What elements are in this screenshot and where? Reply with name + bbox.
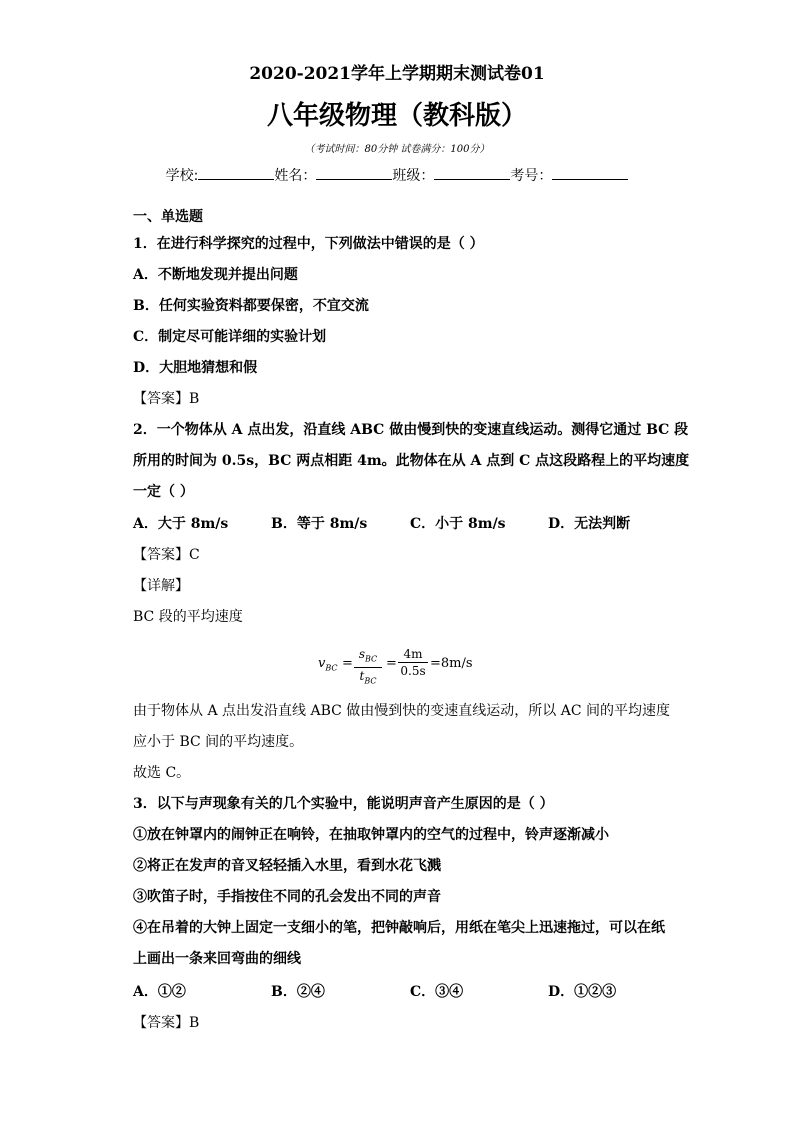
formula-s-over-t: $s_{BC}$ $t_{BC}$ bbox=[354, 646, 382, 690]
q2-stem-line1: 2．一个物体从 A 点出发，沿直线 ABC 做由慢到快的变速直线运动。测得它通过 BC 段 bbox=[133, 422, 689, 438]
q3-item-2: ②将正在发声的音叉轻轻插入水里，看到水花飞溅 bbox=[133, 858, 441, 874]
q1-option-a: A．不断地发现并提出问题 bbox=[133, 267, 298, 283]
velocity-formula bbox=[318, 644, 498, 688]
q2-stem-line2: 所用的时间为 0.5s，BC 两点相距 4m。此物体在从 A 点到 C 点这段路程上的平均速度 bbox=[133, 453, 690, 469]
q3-item-3: ③吹笛子时，手指按住不同的孔会发出不同的声音 bbox=[133, 889, 441, 905]
q2-detail-line4: 故选 C。 bbox=[133, 765, 191, 781]
section-heading: 一、单选题 bbox=[133, 209, 203, 225]
formula-fraction: $\frac{4m}{0.5s}$ bbox=[398, 646, 428, 679]
q2-option-d: D．无法判断 bbox=[548, 516, 631, 532]
q2-detail-line1: BC 段的平均速度 bbox=[133, 609, 243, 625]
q3-item-1: ①放在钟罩内的闹钟正在响铃，在抽取钟罩内的空气的过程中，铃声逐渐减小 bbox=[133, 827, 609, 843]
q3-item-4: ④在吊着的大钟上固定一支细小的笔，把钟敲响后，用纸在笔尖上迅速拖过，可以在纸 bbox=[133, 920, 665, 936]
q1-option-c: C．制定尽可能详细的实验计划 bbox=[133, 329, 327, 345]
class-blank[interactable] bbox=[434, 165, 510, 180]
name-blank[interactable] bbox=[316, 165, 392, 180]
q2-answer: 【答案】C bbox=[133, 547, 200, 563]
formula-result: =8m/s bbox=[430, 656, 473, 671]
q2-option-b: B．等于 8m/s bbox=[271, 516, 368, 532]
q1-stem: 1．在进行科学探究的过程中，下列做法中错误的是（ ） bbox=[133, 236, 484, 252]
q3-option-d: D．①②③ bbox=[548, 984, 617, 1000]
school-blank[interactable] bbox=[198, 165, 274, 180]
q1-answer: 【答案】B bbox=[133, 391, 200, 407]
q1-option-b: B．任何实验资料都要保密，不宜交流 bbox=[133, 298, 369, 314]
q3-answer: 【答案】B bbox=[133, 1015, 200, 1031]
school-label: 学校: bbox=[165, 168, 199, 184]
q2-stem-line3: 一定（ ） bbox=[133, 484, 194, 500]
q3-option-c: C．③④ bbox=[410, 984, 464, 1000]
exam-note: （考试时间：80分钟 试卷满分：100分） bbox=[304, 144, 490, 155]
number-label: 考号： bbox=[510, 168, 553, 184]
q2-option-c: C．小于 8m/s bbox=[410, 516, 506, 532]
q3-stem: 3．以下与声现象有关的几个实验中，能说明声音产生原因的是（ ） bbox=[133, 796, 554, 812]
exam-subtitle: 八年级物理（教科版） bbox=[266, 101, 527, 131]
student-info-row bbox=[0, 165, 794, 186]
class-label: 班级： bbox=[392, 168, 435, 184]
q3-option-b: B．②④ bbox=[271, 984, 325, 1000]
exam-title: 2020-2021学年上学期期末测试卷01 bbox=[249, 64, 545, 84]
formula-eq1: = bbox=[342, 656, 353, 671]
q2-option-a: A．大于 8m/s bbox=[133, 516, 229, 532]
formula-eq2: = bbox=[386, 656, 397, 671]
name-label: 姓名： bbox=[274, 168, 317, 184]
q3-item-4-cont: 上画出一条来回弯曲的细线 bbox=[133, 951, 301, 967]
number-blank[interactable] bbox=[552, 165, 628, 180]
q3-option-a: A．①② bbox=[133, 984, 186, 1000]
q2-detail-line3: 应小于 BC 间的平均速度。 bbox=[133, 734, 304, 750]
formula-v: $v_{BC}$ bbox=[318, 656, 338, 673]
q2-detail-label: 【详解】 bbox=[133, 578, 189, 594]
q2-detail-line2: 由于物体从 A 点出发沿直线 ABC 做由慢到快的变速直线运动，所以 AC 间的平均速度 bbox=[133, 703, 671, 719]
q1-option-d: D．大胆地猜想和假 bbox=[133, 360, 258, 376]
